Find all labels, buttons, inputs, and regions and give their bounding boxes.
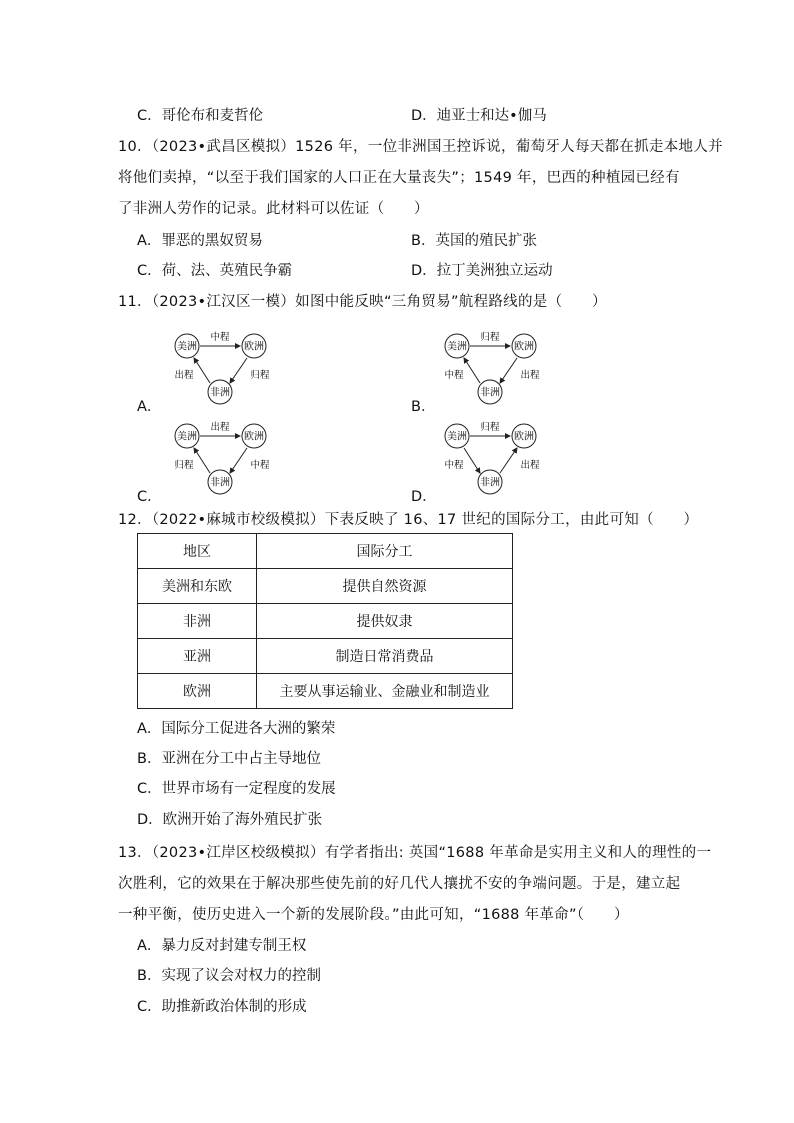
q12-option-c: C．世界市场有一定程度的发展	[137, 781, 336, 797]
q10-option-d: D．拉丁美洲独立运动	[411, 263, 553, 279]
table-cell-region: 欧洲	[138, 674, 257, 709]
africa-label: 非洲	[210, 477, 230, 489]
arrow-america-africa	[464, 448, 480, 473]
edge-label-top: 中程	[210, 332, 230, 343]
q12-option-a: A．国际分工促进各大洲的繁荣	[137, 721, 336, 737]
arrow-europe-africa	[230, 448, 247, 473]
edge-label-right: 归程	[250, 370, 270, 381]
table-header-row	[138, 534, 513, 569]
africa-label: 非洲	[210, 387, 230, 399]
america-label: 美洲	[177, 341, 197, 353]
q11-option-a: A．	[137, 399, 162, 415]
table-cell-region: 亚洲	[138, 639, 257, 674]
q11-option-d: D．	[411, 489, 437, 505]
edge-label-top: 归程	[480, 332, 500, 343]
q10-stem-line2: 将他们卖掉，“以至于我们国家的人口正在大量丧失”；1549 年，巴西的种植园已经有	[118, 170, 680, 186]
table-cell-division: 制造日常消费品	[257, 639, 513, 674]
q12-option-d: D．欧洲开始了海外殖民扩张	[137, 812, 323, 828]
q11-option-b: B．	[411, 399, 436, 415]
arrow-europe-africa	[500, 358, 517, 383]
q12-option-b: B．亚洲在分工中占主导地位	[137, 751, 321, 767]
q10-option-a: A．罪恶的黑奴贸易	[137, 233, 263, 249]
table-cell-region: 非洲	[138, 604, 257, 639]
arrow-africa-europe	[500, 448, 517, 473]
table-header-division: 国际分工	[257, 534, 513, 569]
international-division-table	[137, 533, 513, 709]
table-row	[138, 569, 513, 604]
edge-label-top: 归程	[480, 422, 500, 433]
table-cell-division: 主要从事运输业、金融业和制造业	[257, 674, 513, 709]
europe-label: 欧洲	[514, 431, 534, 443]
edge-label-left: 中程	[444, 370, 464, 381]
arrow-africa-america	[464, 358, 480, 383]
q12-stem: 12．（2022•麻城市校级模拟）下表反映了 16、17 世纪的国际分工，由此可知（ ）	[118, 512, 699, 528]
africa-label: 非洲	[480, 387, 500, 399]
europe-label: 欧洲	[514, 341, 534, 353]
america-label: 美洲	[177, 431, 197, 443]
q13-stem-line1: 13．（2023•江岸区校级模拟）有学者指出: 英国“1688 年革命是实用主义和人的理性的一	[118, 845, 712, 861]
q10-option-b: B．英国的殖民扩张	[411, 233, 537, 249]
q9-option-d: D．迪亚士和达•伽马	[411, 108, 547, 124]
q11-stem: 11．（2023•江汉区一模）如图中能反映“三角贸易”航程路线的是（ ）	[118, 294, 607, 310]
edge-label-right: 中程	[250, 460, 270, 471]
q13-option-a: A．暴力反对封建专制王权	[137, 938, 307, 954]
edge-label-left: 归程	[174, 460, 194, 471]
table-cell-division: 提供自然资源	[257, 569, 513, 604]
africa-label: 非洲	[480, 477, 500, 489]
arrow-africa-america	[194, 448, 210, 473]
q13-option-b: B．实现了议会对权力的控制	[137, 968, 321, 984]
america-label: 美洲	[447, 341, 467, 353]
edge-label-right: 出程	[520, 370, 540, 381]
q11-diagram-a	[160, 328, 280, 408]
q11-diagram-c	[160, 418, 280, 498]
arrow-africa-america	[194, 358, 210, 383]
edge-label-left: 中程	[444, 460, 464, 471]
table-row	[138, 674, 513, 709]
europe-label: 欧洲	[244, 431, 264, 443]
table-header-region: 地区	[138, 534, 257, 569]
q10-stem-line3: 了非洲人劳作的记录。此材料可以佐证（ ）	[118, 201, 429, 217]
q10-stem-line1: 10．（2023•武昌区模拟）1526 年，一位非洲国王控诉说，葡萄牙人每天都在抓走本地人并	[118, 139, 723, 155]
q11-option-c: C．	[137, 489, 162, 505]
q13-option-c: C．助推新政治体制的形成	[137, 999, 307, 1015]
edge-label-top: 出程	[210, 422, 230, 433]
table-row	[138, 604, 513, 639]
edge-label-left: 出程	[174, 370, 194, 381]
q13-stem-line3: 一种平衡，使历史进入一个新的发展阶段。”由此可知，“1688 年革命”（ ）	[118, 907, 629, 923]
q9-option-c: C．哥伦布和麦哲伦	[137, 108, 264, 124]
q13-stem-line2: 次胜利，它的效果在于解决那些使先前的好几代人攘扰不安的争端问题。于是，建立起	[118, 876, 681, 892]
table-row	[138, 639, 513, 674]
q11-diagram-b	[430, 328, 550, 408]
europe-label: 欧洲	[244, 341, 264, 353]
q10-option-c: C．荷、法、英殖民争霸	[137, 263, 293, 279]
america-label: 美洲	[447, 431, 467, 443]
table-cell-division: 提供奴隶	[257, 604, 513, 639]
q11-diagram-d	[430, 418, 550, 498]
arrow-europe-africa	[230, 358, 247, 383]
table-cell-region: 美洲和东欧	[138, 569, 257, 604]
edge-label-right: 出程	[520, 460, 540, 471]
